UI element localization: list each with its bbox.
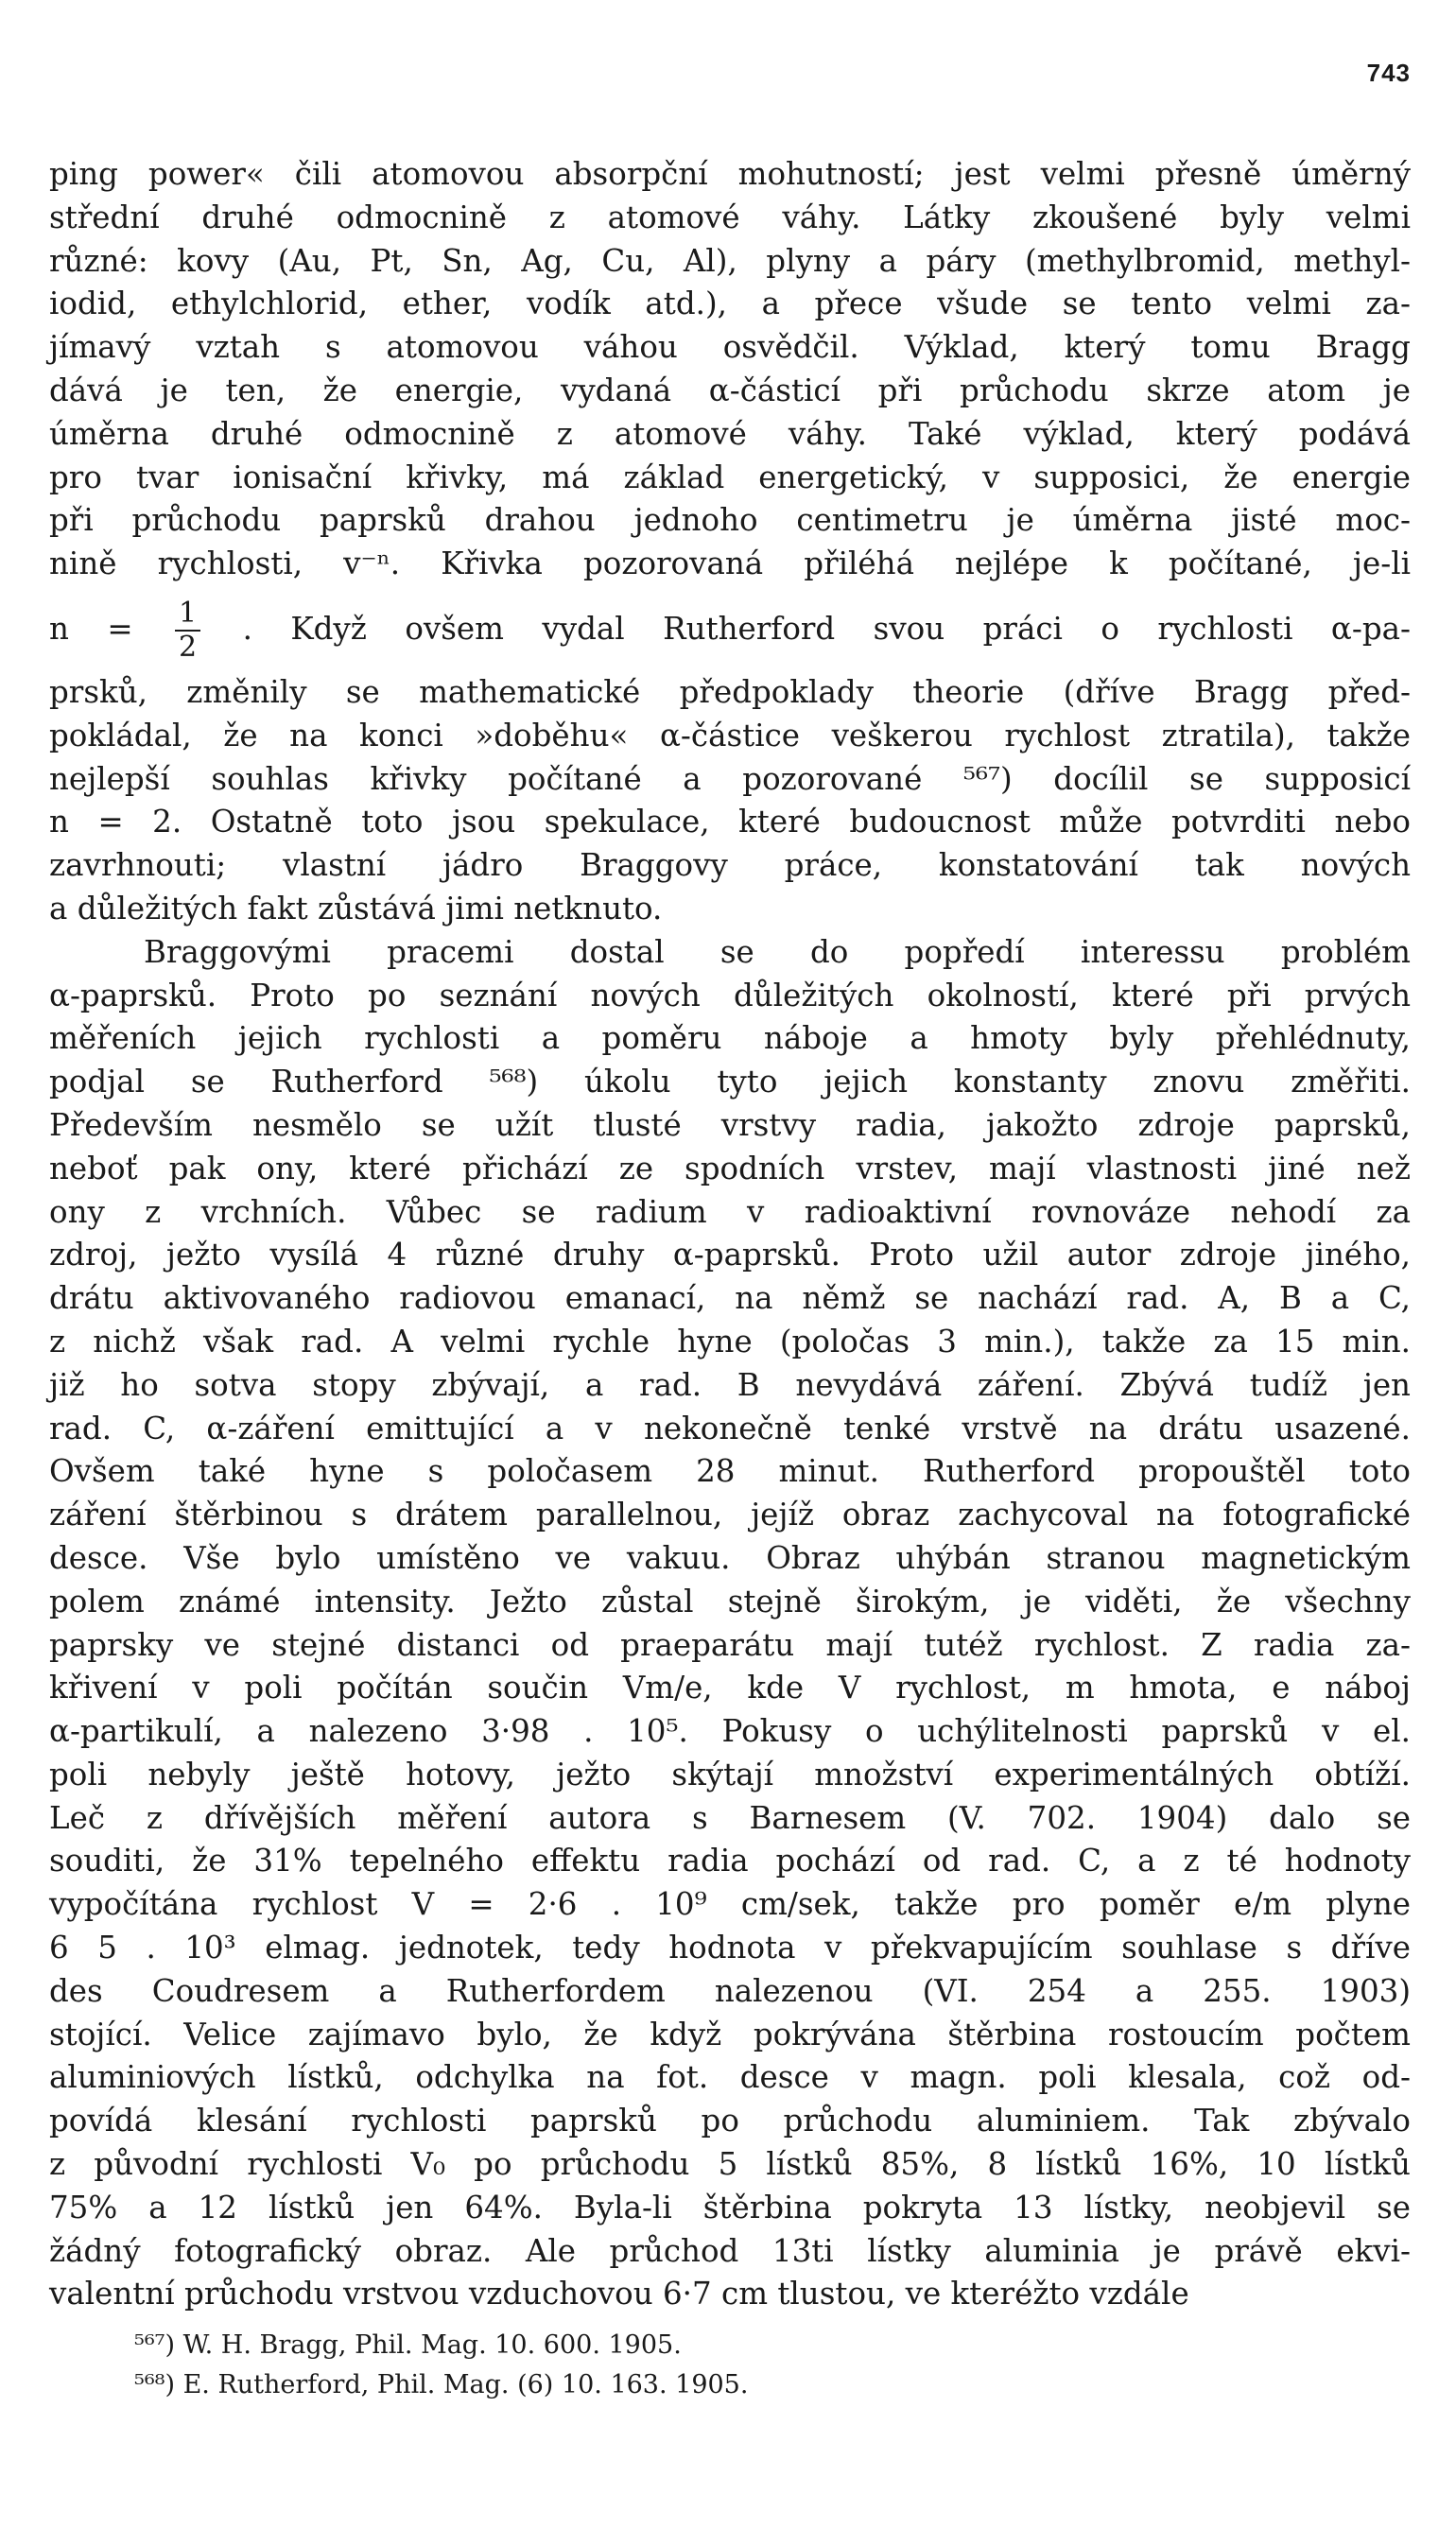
text-line: polem známé intensity. Ježto zůstal stejně širokým, je viděti, že všechny — [49, 1583, 1411, 1619]
text-line: ping power« čili atomovou absorpční mohutností; jest velmi přesně úměrný — [49, 156, 1411, 192]
text-line: stojící. Velice zajímavo bylo, že když pokrývána štěrbina rostoucím počtem — [49, 2016, 1411, 2052]
text-line: poli nebyly ještě hotovy, ježto skýtají množství experimentálných obtíží. — [49, 1756, 1411, 1793]
text-line: při průchodu paprsků drahou jednoho centimetru je úměrna jisté moc- — [49, 502, 1411, 539]
text-line: valentní průchodu vrstvou vzduchovou 6·7 cm tlustou, ve kteréžto vzdále — [49, 2276, 1189, 2312]
text-line: α-paprsků. Proto po seznání nových důležitých okolností, které při prvých — [49, 977, 1411, 1013]
fraction-denominator: 2 — [179, 631, 198, 665]
text-line: vypočítána rychlost V = 2·6 . 10⁹ cm/sek, takže pro poměr e/m plyne — [49, 1886, 1411, 1923]
text-line: žádný fotografický obraz. Ale průchod 13ti lístky aluminia je právě ekvi- — [49, 2232, 1411, 2269]
fraction-numerator: 1 — [175, 598, 200, 632]
text-line: z nichž však rad. A velmi rychle hyne (poločas 3 min.), takže za 15 min. — [49, 1323, 1411, 1360]
text-line: již ho sotva stopy zbývají, a rad. B nevydává záření. Zbývá tudíž jen — [49, 1366, 1411, 1403]
text-line: úměrna druhé odmocnině z atomové váhy. Také výklad, který podává — [49, 415, 1411, 452]
text-line: a důležitých fakt zůstává jimi netknuto. — [49, 890, 663, 927]
text-line: dává je ten, že energie, vydaná α-částicí při průchodu skrze atom je — [49, 372, 1411, 408]
text-line: iodid, ethylchlorid, ether, vodík atd.), a přece všude se tento velmi za- — [49, 286, 1411, 322]
text-line: des Coudresem a Rutherfordem nalezenou (VI. 254 a 255. 1903) — [49, 1972, 1411, 2009]
text-line: podjal se Rutherford ⁵⁶⁸) úkolu tyto jejich konstanty znovu změřiti. — [49, 1064, 1411, 1100]
text-line: α-partikulí, a nalezeno 3·98 . 10⁵. Pokusy o uchýlitelnosti paprsků v el. — [49, 1713, 1411, 1750]
text-line: zdroj, ježto vysílá 4 různé druhy α-paprsků. Proto užil autor zdroje jiného, — [49, 1237, 1411, 1273]
text-line: střední druhé odmocnině z atomové váhy. Látky zkoušené byly velmi — [49, 199, 1411, 235]
text-line: drátu aktivovaného radiovou emanací, na němž se nachází rad. A, B a C, — [49, 1280, 1411, 1317]
text-line: různé: kovy (Au, Pt, Sn, Ag, Cu, Al), plyny a páry (methylbromid, methyl- — [49, 242, 1411, 279]
text-line: měřeních jejich rychlosti a poměru náboje a hmoty byly přehlédnuty, — [49, 1020, 1411, 1057]
text-line: Leč z dřívějších měření autora s Barnesem (V. 702. 1904) dalo se — [49, 1799, 1411, 1836]
text-line: zavrhnouti; vlastní jádro Braggovy práce, konstatování tak nových — [49, 847, 1411, 884]
footnotes — [134, 2326, 748, 2405]
text-line: nině rychlosti, v⁻ⁿ. Křivka pozorovaná přiléhá nejlépe k počítané, je-li — [49, 546, 1411, 582]
text-line: záření štěrbinou s drátem parallelnou, jejíž obraz zachycoval na fotografické — [49, 1497, 1411, 1533]
text-line: neboť pak ony, které přichází ze spodních vrstev, mají vlastnosti jiné než — [49, 1150, 1411, 1186]
page-number: 743 — [1366, 59, 1411, 87]
fraction — [175, 598, 200, 664]
text-line: křivení v poli počítán součin Vm/e, kde V rychlost, m hmota, e náboj — [49, 1670, 1411, 1706]
text-line: povídá klesání rychlosti paprsků po průchodu aluminiem. Tak zbývalo — [49, 2103, 1411, 2139]
text-line: Především nesmělo se užít tlusté vrstvy radia, jakožto zdroje paprsků, — [49, 1106, 1411, 1143]
text-line: 75% a 12 lístků jen 64%. Byla-li štěrbina pokryta 13 lístky, neobjevil se — [49, 2189, 1411, 2226]
text-line: n = 2. Ostatně toto jsou spekulace, které budoucnost může potvrditi nebo — [49, 804, 1411, 840]
text-line: Ovšem také hyne s poločasem 28 minut. Rutherford propouštěl toto — [49, 1453, 1411, 1490]
text-line: aluminiových lístků, odchylka na fot. desce v magn. poli klesala, což od- — [49, 2059, 1411, 2096]
text-line: ony z vrchních. Vůbec se radium v radioaktivní rovnováze nehodí za — [49, 1193, 1411, 1230]
text-line: pro tvar ionisační křivky, má základ energetický, v supposici, že energie — [49, 459, 1411, 495]
footnote-567: ⁵⁶⁷) W. H. Bragg, Phil. Mag. 10. 600. 1905. — [134, 2330, 682, 2360]
text-line: pokládal, že na konci »doběhu« α-částice veškerou rychlost ztratila), takže — [49, 717, 1411, 753]
footnote-568: ⁵⁶⁸) E. Rutherford, Phil. Mag. (6) 10. 163. 1905. — [134, 2370, 749, 2399]
text-line: rad. C, α-záření emittující a v nekonečně tenké vrstvě na drátu usazené. — [49, 1410, 1411, 1446]
text-line: 6 5 . 10³ elmag. jednotek, tedy hodnota v překvapujícím souhlase s dříve — [49, 1930, 1411, 1966]
text-line: souditi, že 31% tepelného effektu radia pochází od rad. C, a z té hodnoty — [49, 1843, 1411, 1879]
text-line: paprsky ve stejné distanci od praeparátu mají tutéž rychlost. Z radia za- — [49, 1626, 1411, 1663]
text-line: z původní rychlosti V₀ po průchodu 5 lístků 85%, 8 lístků 16%, 10 lístků — [49, 2146, 1411, 2183]
text-line: jímavý vztah s atomovou váhou osvědčil. Výklad, který tomu Bragg — [49, 329, 1411, 366]
text-line: nejlepší souhlas křivky počítané a pozorované ⁵⁶⁷) docílil se supposicí — [49, 760, 1411, 797]
text-line: desce. Vše bylo umístěno ve vakuu. Obraz uhýbán stranou magnetickým — [49, 1539, 1411, 1576]
formula-trailing-text: . Když ovšem vydal Rutherford svou práci o rychlosti α-pa- — [242, 610, 1411, 647]
body-text — [49, 153, 1411, 2316]
formula-lhs: n = — [49, 610, 133, 647]
paragraph-start-line: Braggovými pracemi dostal se do popředí interessu problém — [144, 933, 1411, 970]
text-line: prsků, změnily se mathematické předpoklady theorie (dříve Bragg před- — [49, 673, 1411, 710]
formula-line — [49, 586, 1411, 671]
